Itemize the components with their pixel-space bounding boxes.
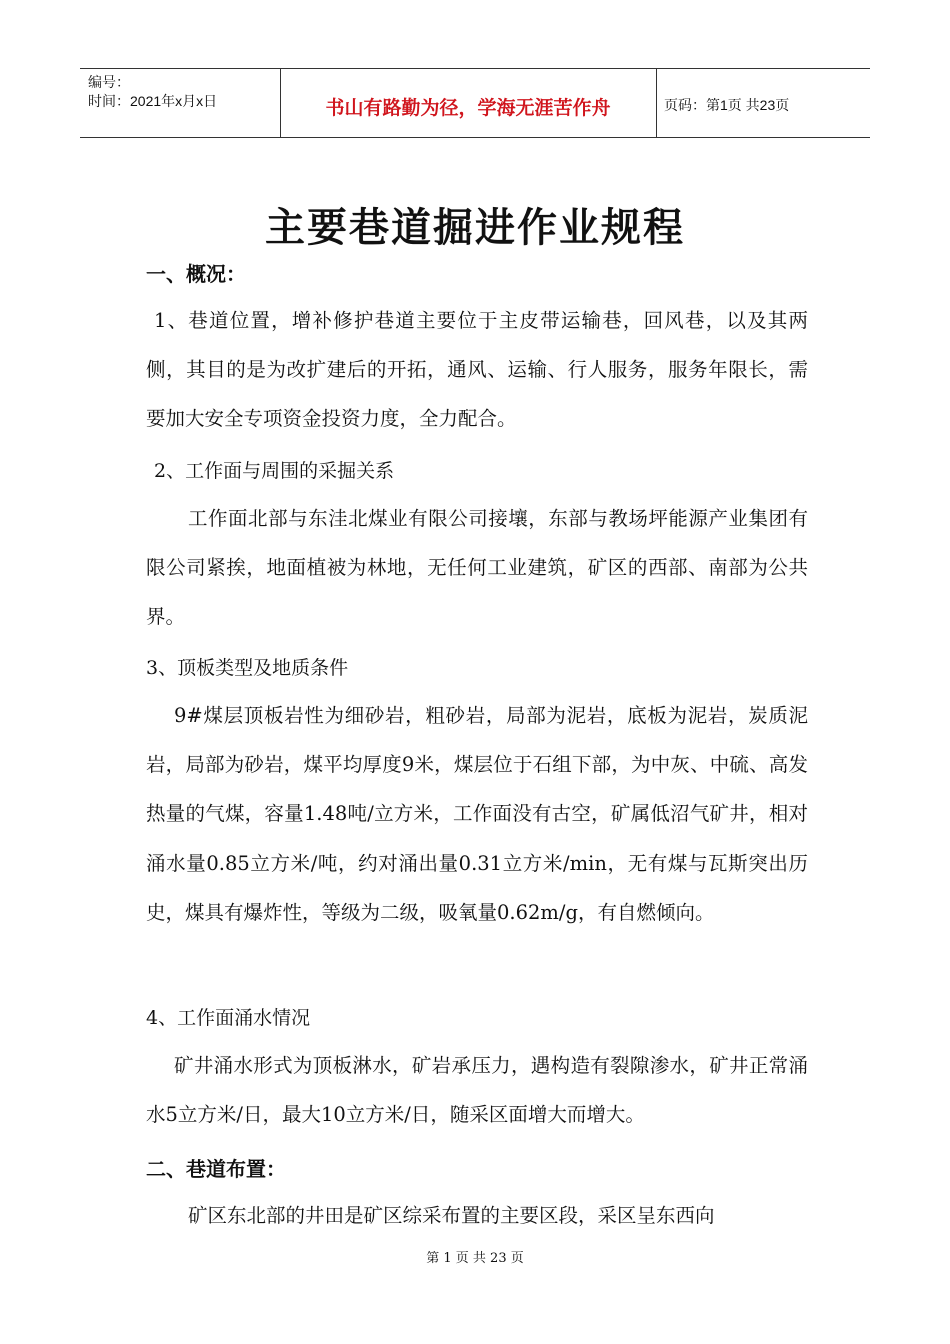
- paragraph-layout: 矿区东北部的井田是矿区综采布置的主要区段，采区呈东西向: [188, 1204, 715, 1227]
- paragraph-geology: 9#煤层顶板岩性为细砂岩，粗砂岩，局部为泥岩，底板为泥岩，炭质泥岩，局部为砂岩，煤平均厚度9米，煤层位于石组下部，为中灰、中硫、高发热量的气煤，容量1.48吨/立方米，工作面没有古空，矿属低沼气矿井，相对涌水量0.85立方米/吨，约对涌出量0.31立方米/min，无有煤与瓦斯突出历史，煤具有爆炸性，等级为二级，吸氧量0.62m/g，有自燃倾向。: [146, 704, 808, 924]
- header-date: 时间：2021年x月x日: [88, 93, 218, 109]
- paragraph-water-inflow: 矿井涌水形式为顶板淋水，矿岩承压力，遇构造有裂隙渗水，矿井正常涌水5立方米/日，最大10立方米/日，随采区面增大而增大。: [146, 1054, 808, 1127]
- document-title: 主要巷道掘进作业规程: [265, 205, 685, 251]
- paragraph-mining-relation: 工作面北部与东洼北煤业有限公司接壤，东部与教场坪能源产业集团有限公司紧挨，地面植被为林地，无任何工业建筑，矿区的西部、南部为公共界。: [146, 507, 808, 629]
- header-page-number: 页码：第1页 共23页: [664, 97, 790, 113]
- subheading-water-inflow: 4、工作面涌水情况: [146, 1007, 311, 1029]
- subheading-mining-relation: 2、工作面与周围的采掘关系: [154, 460, 395, 482]
- section-heading-layout: 二、巷道布置：: [146, 1157, 286, 1181]
- paragraph-location: 1、巷道位置，增补修护巷道主要位于主皮带运输巷，回风巷，以及其两侧，其目的是为改扩建后的开拓，通风、运输、行人服务，服务年限长，需要加大安全专项资金投资力度，全力配合。: [146, 309, 808, 431]
- header-meta: [88, 73, 217, 111]
- header-number: 编号：: [88, 74, 130, 90]
- document-header: [80, 68, 870, 138]
- header-divider: [656, 69, 657, 137]
- subheading-geology: 3、顶板类型及地质条件: [146, 657, 349, 679]
- header-motto: 书山有路勤为径，学海无涯苦作舟: [325, 97, 611, 119]
- page-footer: 第 1 页 共 23 页: [426, 1251, 524, 1266]
- section-heading-overview: 一、概况：: [146, 262, 246, 286]
